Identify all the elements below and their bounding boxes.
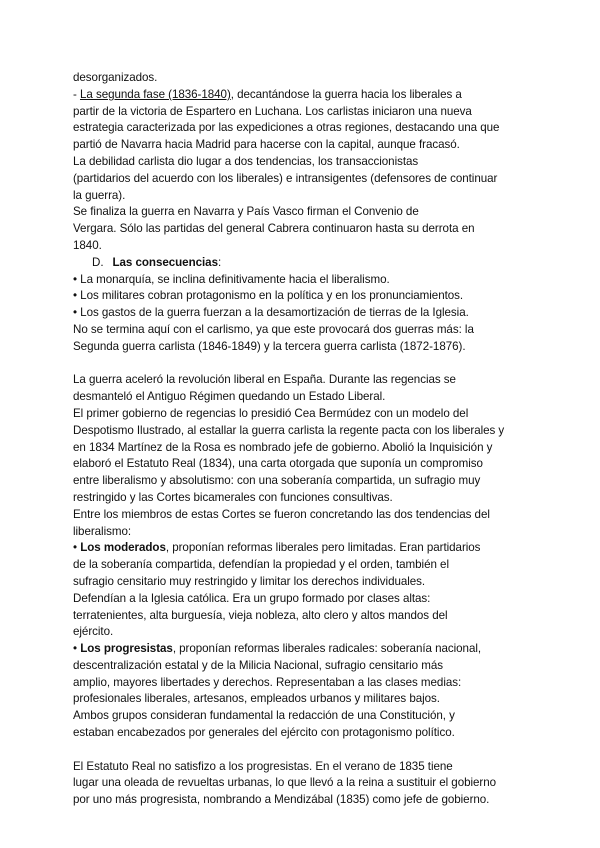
text-run: , decantándose la guerra hacia los liberales a xyxy=(230,87,462,101)
text-line: partir de la victoria de Espartero en Luchana. Los carlistas iniciaron una nueva xyxy=(73,104,472,118)
text-line: Despotismo Ilustrado, al estallar la guerra carlista la regente pacta con los liberales y xyxy=(73,423,505,437)
text-run: , proponían reformas liberales pero limitadas. Eran partidarios xyxy=(165,541,481,555)
text-line: de la soberanía compartida, defendían la propiedad y el orden, también el xyxy=(73,558,449,572)
text-line: (partidarios del acuerdo con los liberales) e intransigentes (defensores de continuar xyxy=(73,171,498,185)
text-line: La debilidad carlista dio lugar a dos tendencias, los transaccionistas xyxy=(73,154,419,168)
text-line: desmanteló el Antiguo Régimen quedando un Estado Liberal. xyxy=(73,390,386,404)
bullet-item xyxy=(73,641,523,658)
bullet-item: • Los gastos de la guerra fuerzan a la desamortización de tierras de la Iglesia. xyxy=(73,306,469,320)
text-line: elaboró el Estatuto Real (1834), una carta otorgada que suponía un compromiso xyxy=(73,457,483,471)
text-line: Segunda guerra carlista (1846-1849) y la tercera guerra carlista (1872-1876). xyxy=(73,339,466,353)
text-line: Ambos grupos consideran fundamental la redacción de una Constitución, y xyxy=(73,709,455,723)
bullet: • xyxy=(73,541,81,555)
text-line: liberalismo: xyxy=(73,524,132,538)
bullet: • xyxy=(73,642,81,656)
text-line: estrategia caracterizada por las expediciones a otras regiones, destacando una que xyxy=(73,121,500,135)
text-line: sufragio censitario muy restringido y limitar los derechos individuales. xyxy=(73,574,426,588)
text-line: amplio, mayores libertades y derechos. Representaban a las clases medias: xyxy=(73,675,462,689)
text-line: La guerra aceleró la revolución liberal en España. Durante las regencias se xyxy=(73,373,456,387)
text-line: Se finaliza la guerra en Navarra y País Vasco firman el Convenio de xyxy=(73,205,419,219)
text-line: descentralización estatal y de la Milicia Nacional, sufragio censitario más xyxy=(73,658,444,672)
paragraph-gap xyxy=(73,742,523,759)
progressives-term: Los progresistas xyxy=(80,642,173,656)
dash: - xyxy=(73,87,80,101)
text-line: terratenientes, alta burguesía, vieja nobleza, alto clero y altos mandos del xyxy=(73,608,448,622)
text-line: Vergara. Sólo las partidas del general Cabrera continuaron hasta su derrota en xyxy=(73,222,475,236)
bullet-item: • La monarquía, se inclina definitivamente hacia el liberalismo. xyxy=(73,272,390,286)
bullet-item: • Los militares cobran protagonismo en la política y en los pronunciamientos. xyxy=(73,289,464,303)
text-line: en 1834 Martínez de la Rosa es nombrado jefe de gobierno. Abolió la Inquisición y xyxy=(73,440,493,454)
text-line: profesionales liberales, artesanos, empleados urbanos y militares bajos. xyxy=(73,692,440,706)
text-line: partió de Navarra hacia Madrid para hacerse con la capital, aunque fracasó. xyxy=(73,138,460,152)
document-body xyxy=(73,70,523,809)
text-line: estaban encabezados por generales del ejército con protagonismo político. xyxy=(73,726,455,740)
bullet-item xyxy=(73,540,523,557)
text-line: lugar una oleada de revueltas urbanas, lo que llevó a la reina a sustituir el gobierno xyxy=(73,776,497,790)
consequences-heading xyxy=(73,255,523,272)
paragraph-gap xyxy=(73,356,523,373)
text-line xyxy=(73,87,523,104)
text-line: 1840. xyxy=(73,238,102,252)
second-phase-heading: La segunda fase (1836-1840) xyxy=(79,87,231,101)
text-line: entre liberalismo y absolutismo: con una soberanía compartida, un sufragio muy xyxy=(73,474,481,488)
colon: : xyxy=(217,255,222,269)
text-line: desorganizados. xyxy=(73,71,158,84)
text-line: la guerra). xyxy=(73,188,126,202)
section-letter: D. xyxy=(92,255,104,269)
text-line: No se termina aquí con el carlismo, ya que este provocará dos guerras más: la xyxy=(73,322,474,336)
text-line: Defendían a la Iglesia católica. Era un grupo formado por clases altas: xyxy=(73,591,431,605)
text-run: , proponían reformas liberales radicales: soberanía nacional, xyxy=(172,642,482,656)
text-line: restringido y las Cortes bicamerales con funciones consultivas. xyxy=(73,490,393,504)
consequences-title: Las consecuencias xyxy=(112,255,218,269)
text-line: El primer gobierno de regencias lo presidió Cea Bermúdez con un modelo del xyxy=(73,406,469,420)
text-line: Entre los miembros de estas Cortes se fueron concretando las dos tendencias del xyxy=(73,507,490,521)
moderates-term: Los moderados xyxy=(80,541,166,555)
text-line: por uno más progresista, nombrando a Mendizábal (1835) como jefe de gobierno. xyxy=(73,793,490,807)
text-line: El Estatuto Real no satisfizo a los progresistas. En el verano de 1835 tiene xyxy=(73,759,453,773)
text-line: ejército. xyxy=(73,625,114,639)
